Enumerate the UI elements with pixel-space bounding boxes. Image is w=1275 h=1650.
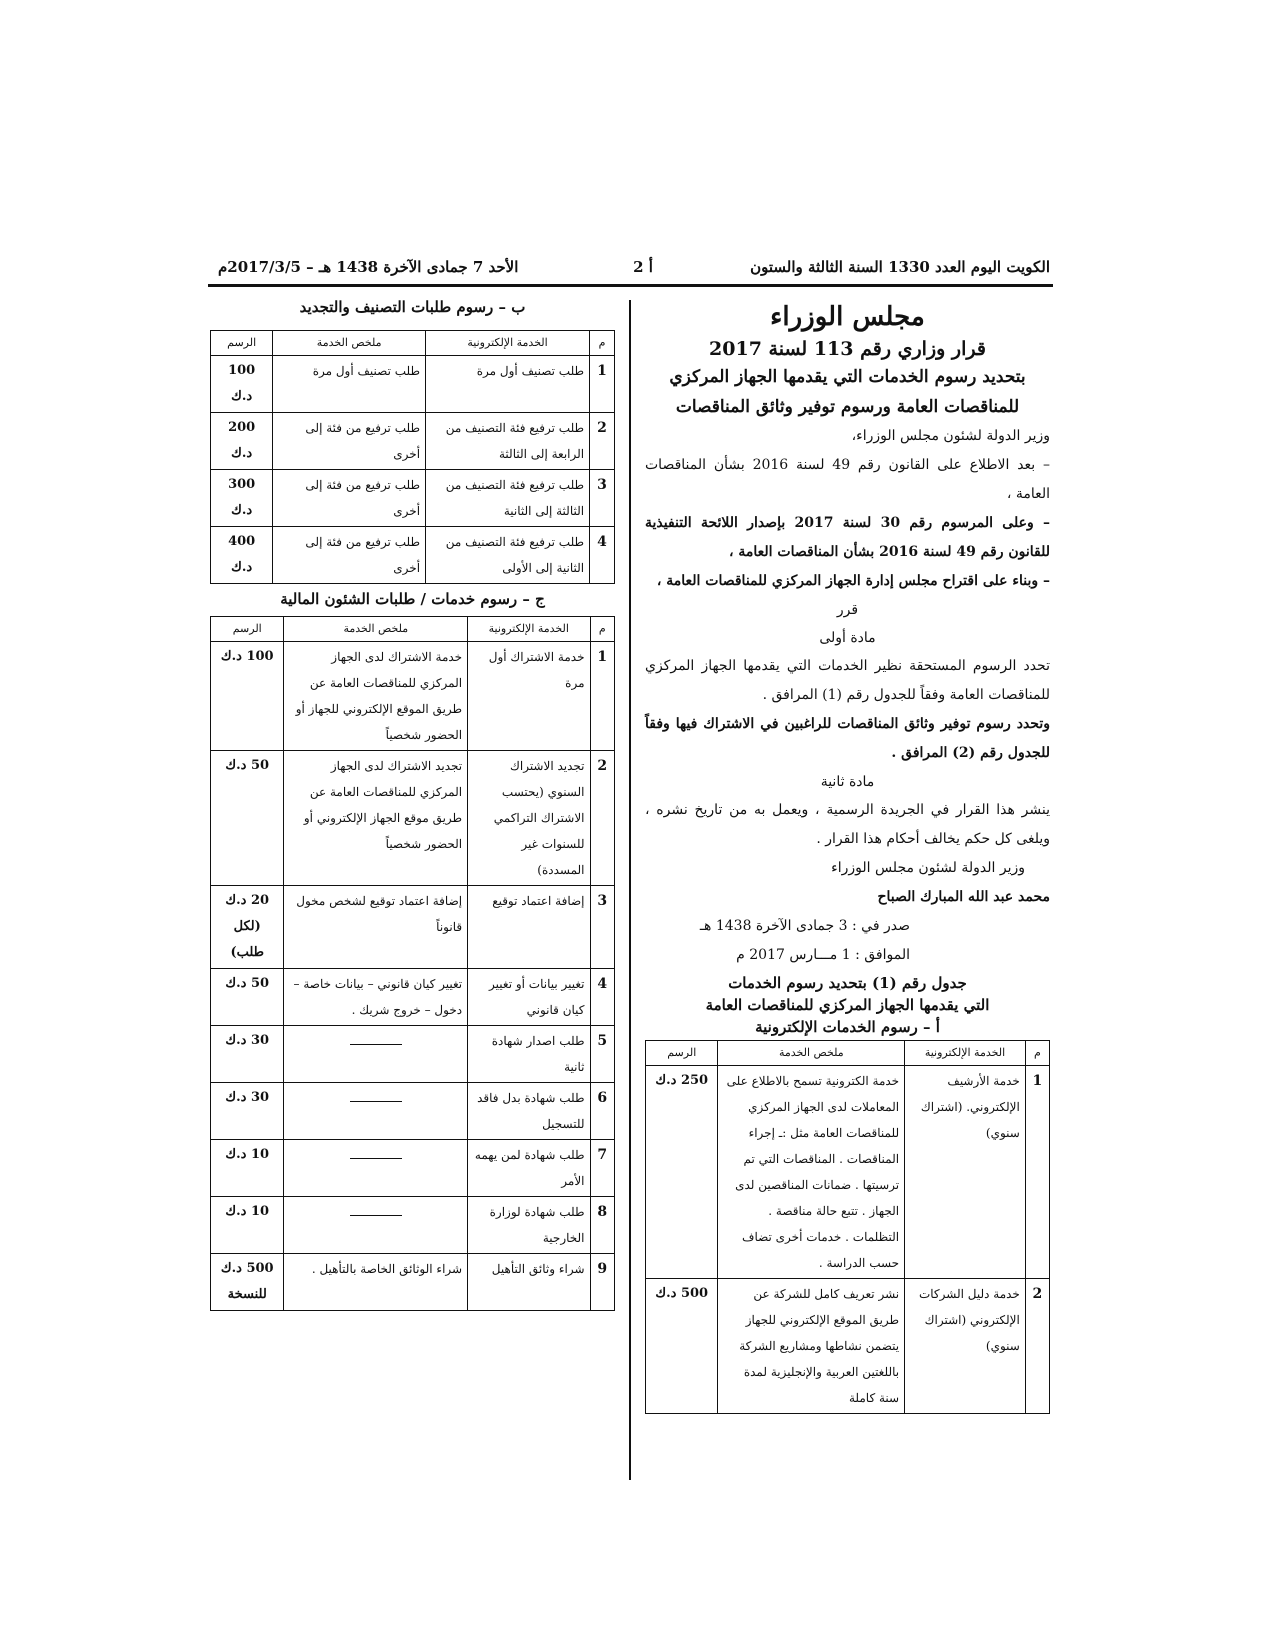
row-number: 1	[590, 642, 614, 751]
row-number: 1	[1025, 1066, 1049, 1279]
decision-number: قرار وزاري رقم 113 لسنة 2017	[709, 338, 986, 360]
table-row	[211, 642, 615, 751]
preamble-3: – وبناء على اقتراح مجلس إدارة الجهاز المركزي للمناقصات العامة ،	[656, 573, 1050, 589]
col-header-number: م	[590, 331, 615, 356]
table-1-title-1: جدول رقم (1) بتحديد رسوم الخدمات	[728, 974, 967, 992]
row-summary: خدمة الاشتراك لدى الجهاز المركزي للمناقصات العامة عن طريق الموقع الإلكتروني للجهاز أو الحضور شخصياً	[284, 642, 468, 751]
row-summary: طلب ترفيع من فئة إلى أخرى	[273, 413, 426, 470]
decision-subject-line-2: للمناقصات العامة ورسوم توفير وثائق المناقصات	[675, 397, 1020, 417]
row-fee: 50 د.ك	[211, 969, 284, 1026]
row-summary-blank	[284, 1083, 468, 1140]
table-row	[211, 527, 615, 584]
row-fee: 200 د.ك	[211, 413, 273, 470]
table-row	[211, 886, 615, 969]
row-service: طلب ترفيع فئة التصنيف من الرابعة إلى الثالثة	[426, 413, 590, 470]
header-date: الأحد 7 جمادى الآخرة 1438 هـ – 2017/3/5م	[218, 258, 519, 276]
decision-subject-line-1: بتحديد رسوم الخدمات التي يقدمها الجهاز المركزي	[669, 367, 1026, 387]
header-page-number: أ 2	[633, 258, 653, 276]
row-fee: 500 د.ك للنسخة	[211, 1254, 284, 1311]
row-number: 2	[590, 751, 614, 886]
table-c	[210, 616, 615, 1311]
row-fee: 300 د.ك	[211, 470, 273, 527]
row-number: 1	[590, 356, 615, 413]
table-row	[211, 470, 615, 527]
row-service: طلب ترفيع فئة التصنيف من الثالثة إلى الثانية	[426, 470, 590, 527]
table-row	[646, 1279, 1050, 1414]
row-service: طلب ترفيع فئة التصنيف من الثانية إلى الأولى	[426, 527, 590, 584]
row-fee: 100 د.ك	[211, 642, 284, 751]
col-header-summary: ملخص الخدمة	[284, 617, 468, 642]
corresponding-date: الموافق : 1 مـــارس 2017 م	[736, 947, 910, 963]
row-service: إضافة اعتماد توقيع	[468, 886, 590, 969]
table-a-header	[646, 1041, 1050, 1066]
blank-line	[350, 1089, 402, 1102]
table-row	[211, 1083, 615, 1140]
row-service: خدمة دليل الشركات الإلكتروني (اشتراك سنوي)	[905, 1279, 1026, 1414]
row-summary: خدمة الكترونية تسمح بالاطلاع على المعاملات لدى الجهاز المركزي للمناقصات العامة مثل :ـ إجراء المناقصات . المناقصات التي تم ترسيتها . ضمانات المناقصين لدى الجهاز . تتبع حالة مناقصة . التظلمات . خدمات أخرى تضاف حسب الدراسة .	[718, 1066, 905, 1279]
table-c-header	[211, 617, 615, 642]
row-service: خدمة الأرشيف الإلكتروني. (اشتراك سنوي)	[905, 1066, 1026, 1279]
row-fee: 500 د.ك	[646, 1279, 718, 1414]
row-fee: 30 د.ك	[211, 1026, 284, 1083]
table-a	[645, 1040, 1050, 1414]
section-c-heading: ج – رسوم خدمات / طلبات الشئون المالية	[280, 590, 545, 608]
row-summary: طلب ترفيع من فئة إلى أخرى	[273, 527, 426, 584]
row-fee: 100 د.ك	[211, 356, 273, 413]
row-number: 2	[590, 413, 615, 470]
row-fee: 30 د.ك	[211, 1083, 284, 1140]
header-gazette-info: الكويت اليوم العدد 1330 السنة الثالثة والستون	[750, 258, 1050, 276]
row-fee: 250 د.ك	[646, 1066, 718, 1279]
row-service: تغيير بيانات أو تغيير كيان قانوني	[468, 969, 590, 1026]
table-row	[211, 1197, 615, 1254]
section-b-heading: ب – رسوم طلبات التصنيف والتجديد	[299, 298, 526, 316]
row-number: 7	[590, 1140, 614, 1197]
table-row	[646, 1066, 1050, 1279]
header-rule	[208, 284, 1053, 287]
column-divider	[629, 300, 631, 1480]
minister-intro: وزير الدولة لشئون مجلس الوزراء،	[851, 428, 1050, 444]
row-service: طلب شهادة بدل فاقد للتسجيل	[468, 1083, 590, 1140]
table-b-header	[211, 331, 615, 356]
signatory-title: وزير الدولة لشئون مجلس الوزراء	[831, 860, 1025, 876]
preamble-1: – بعد الاطلاع على القانون رقم 49 لسنة 2016 بشأن المناقصات العامة ،	[645, 457, 1050, 502]
row-fee: 10 د.ك	[211, 1140, 284, 1197]
row-summary: طلب تصنيف أول مرة	[273, 356, 426, 413]
blank-line	[350, 1146, 402, 1159]
blank-line	[350, 1203, 402, 1216]
row-service: طلب اصدار شهادة ثانية	[468, 1026, 590, 1083]
article-1-heading: مادة أولى	[819, 630, 876, 646]
table-row	[211, 1254, 615, 1311]
row-summary-blank	[284, 1197, 468, 1254]
row-number: 8	[590, 1197, 614, 1254]
row-service: طلب تصنيف أول مرة	[426, 356, 590, 413]
table-row	[211, 969, 615, 1026]
article-1-text-1: تحدد الرسوم المستحقة نظير الخدمات التي يقدمها الجهاز المركزي للمناقصات العامة وفقاً للجدول رقم (1) المرافق .	[645, 658, 1050, 703]
row-service: طلب شهادة لمن يهمه الأمر	[468, 1140, 590, 1197]
row-number: 2	[1025, 1279, 1049, 1414]
decided-heading: قرر	[836, 602, 859, 618]
table-row	[211, 356, 615, 413]
col-header-fee: الرسم	[211, 617, 284, 642]
article-2-text: ينشر هذا القرار في الجريدة الرسمية ، ويعمل به من تاريخ نشره ، ويلغى كل حكم يخالف أحكام هذا القرار .	[645, 802, 1050, 847]
row-service: شراء وثائق التأهيل	[468, 1254, 590, 1311]
signatory-name: محمد عبد الله المبارك الصباح	[877, 889, 1050, 905]
row-number: 3	[590, 470, 615, 527]
row-number: 4	[590, 527, 615, 584]
row-service: خدمة الاشتراك أول مرة	[468, 642, 590, 751]
row-summary: نشر تعريف كامل للشركة عن طريق الموقع الإلكتروني للجهاز يتضمن نشاطها ومشاريع الشركة باللغتين العربية والإنجليزية لمدة سنة كاملة	[718, 1279, 905, 1414]
table-row	[211, 413, 615, 470]
table-b	[210, 330, 615, 584]
left-column	[210, 298, 615, 1311]
page-title: مجلس الوزراء	[770, 302, 925, 332]
row-summary-blank	[284, 1026, 468, 1083]
right-column	[645, 298, 1050, 1414]
row-number: 9	[590, 1254, 614, 1311]
row-number: 5	[590, 1026, 614, 1083]
issued-date: صدر في : 3 جمادى الآخرة 1438 هـ	[699, 918, 910, 934]
table-row	[211, 751, 615, 886]
col-header-service: الخدمة الإلكترونية	[468, 617, 590, 642]
row-summary: تغيير كيان قانوني – بيانات خاصة – دخول – خروج شريك .	[284, 969, 468, 1026]
section-a-heading: أ – رسوم الخدمات الإلكترونية	[755, 1018, 940, 1036]
row-fee: 20 د.ك (لكل طلب)	[211, 886, 284, 969]
col-header-service: الخدمة الإلكترونية	[426, 331, 590, 356]
row-summary: طلب ترفيع من فئة إلى أخرى	[273, 470, 426, 527]
row-number: 3	[590, 886, 614, 969]
row-summary: إضافة اعتماد توقيع لشخص مخول قانوناً	[284, 886, 468, 969]
row-fee: 400 د.ك	[211, 527, 273, 584]
col-header-summary: ملخص الخدمة	[718, 1041, 905, 1066]
col-header-summary: ملخص الخدمة	[273, 331, 426, 356]
col-header-fee: الرسم	[211, 331, 273, 356]
table-row	[211, 1026, 615, 1083]
col-header-fee: الرسم	[646, 1041, 718, 1066]
row-summary-blank	[284, 1140, 468, 1197]
blank-line	[350, 1032, 402, 1045]
row-summary: شراء الوثائق الخاصة بالتأهيل .	[284, 1254, 468, 1311]
row-number: 6	[590, 1083, 614, 1140]
col-header-number: م	[590, 617, 614, 642]
row-service: طلب شهادة لوزارة الخارجية	[468, 1197, 590, 1254]
page-header	[218, 258, 1050, 282]
preamble-2: – وعلى المرسوم رقم 30 لسنة 2017 بإصدار اللائحة التنفيذية للقانون رقم 49 لسنة 2016 بشأن المناقصات العامة ،	[645, 515, 1051, 560]
col-header-number: م	[1025, 1041, 1049, 1066]
article-2-heading: مادة ثانية	[820, 774, 875, 790]
row-summary: تجديد الاشتراك لدى الجهاز المركزي للمناقصات العامة عن طريق موقع الجهاز الإلكتروني أو الحضور شخصياً	[284, 751, 468, 886]
article-1-text-2: وتحدد رسوم توفير وثائق المناقصات للراغبين في الاشتراك فيها وفقاً للجدول رقم (2) المرافق .	[645, 716, 1050, 761]
row-service: تجديد الاشتراك السنوي (يحتسب الاشتراك التراكمي للسنوات غير المسددة)	[468, 751, 590, 886]
table-row	[211, 1140, 615, 1197]
row-fee: 10 د.ك	[211, 1197, 284, 1254]
row-number: 4	[590, 969, 614, 1026]
col-header-service: الخدمة الإلكترونية	[905, 1041, 1026, 1066]
table-1-title-2: التي يقدمها الجهاز المركزي للمناقصات العامة	[705, 996, 990, 1014]
row-fee: 50 د.ك	[211, 751, 284, 886]
